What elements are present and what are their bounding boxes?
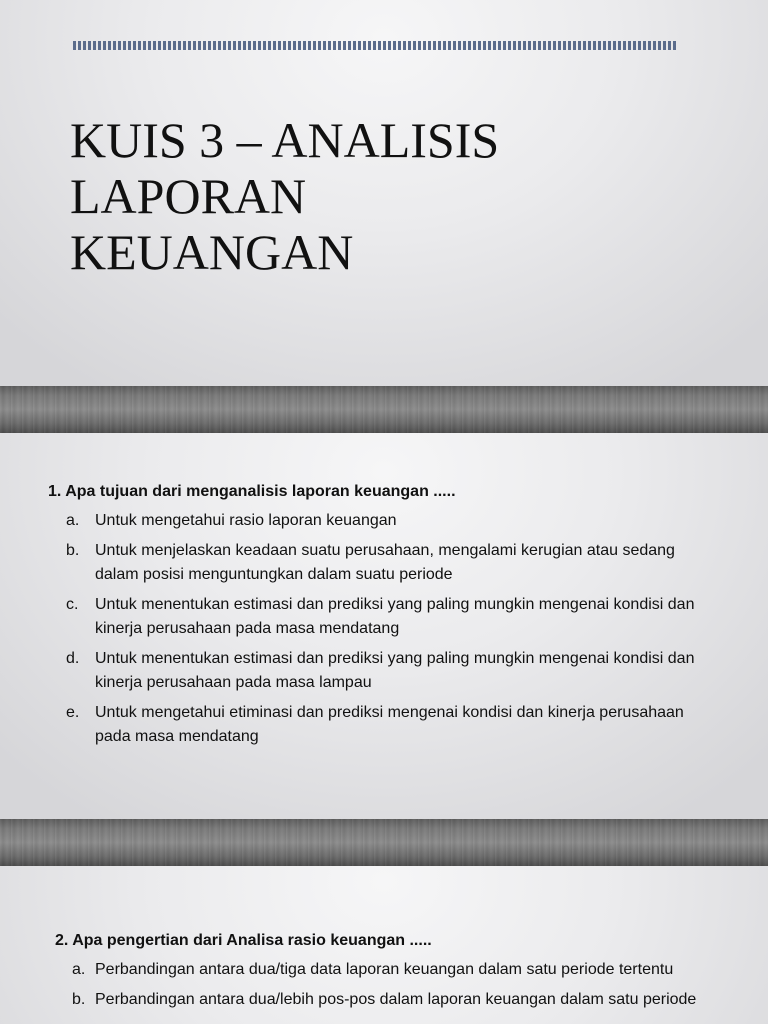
question-1-options: [48, 509, 738, 749]
question-2-block: [55, 930, 745, 1018]
option-letter: b.: [66, 542, 80, 559]
decorative-stripe-bar: [73, 41, 677, 50]
option-letter: d.: [66, 650, 80, 667]
option-b: [48, 539, 738, 587]
slide-divider: [0, 819, 768, 866]
question-1-slide: [0, 433, 768, 819]
title-line-1: KUIS 3 – ANALISIS: [70, 112, 500, 168]
question-2-text: 2. Apa pengertian dari Analisa rasio keuangan .....: [55, 932, 432, 949]
option-text: Untuk menentukan estimasi dan prediksi yang paling mungkin mengenai kondisi dan kinerja perusahaan pada masa mendatang: [95, 596, 695, 637]
option-text: Untuk menentukan estimasi dan prediksi yang paling mungkin mengenai kondisi dan kinerja perusahaan pada masa lampau: [95, 650, 695, 691]
option-a: [55, 958, 745, 982]
option-letter: c.: [66, 596, 79, 613]
option-text: Perbandingan antara dua/tiga data laporan keuangan dalam satu periode tertentu: [95, 961, 674, 978]
question-2-slide: [0, 866, 768, 1024]
slide-title: [70, 112, 710, 280]
slide-divider: [0, 386, 768, 433]
option-e: [48, 701, 738, 749]
option-text: Untuk mengetahui etiminasi dan prediksi mengenai kondisi dan kinerja perusahaan pada masa mendatang: [95, 704, 684, 745]
option-d: [48, 647, 738, 695]
title-slide: [0, 0, 768, 386]
option-letter: b.: [72, 991, 86, 1008]
option-c: [48, 593, 738, 641]
title-line-3: KEUANGAN: [70, 224, 354, 280]
option-letter: a.: [72, 961, 86, 978]
option-text: Untuk mengetahui rasio laporan keuangan: [95, 512, 397, 529]
option-a: [48, 509, 738, 533]
option-letter: a.: [66, 512, 80, 529]
question-1-block: [48, 481, 738, 755]
option-letter: e.: [66, 704, 80, 721]
option-text: Untuk menjelaskan keadaan suatu perusahaan, mengalami kerugian atau sedang dalam posisi menguntungkan dalam suatu periode: [95, 542, 675, 583]
title-line-2: LAPORAN: [70, 168, 307, 224]
question-2-options: [55, 958, 745, 1012]
option-b: [55, 988, 745, 1012]
option-text: Perbandingan antara dua/lebih pos-pos dalam laporan keuangan dalam satu periode: [95, 991, 697, 1008]
question-1-text: 1. Apa tujuan dari menganalisis laporan keuangan .....: [48, 483, 456, 500]
